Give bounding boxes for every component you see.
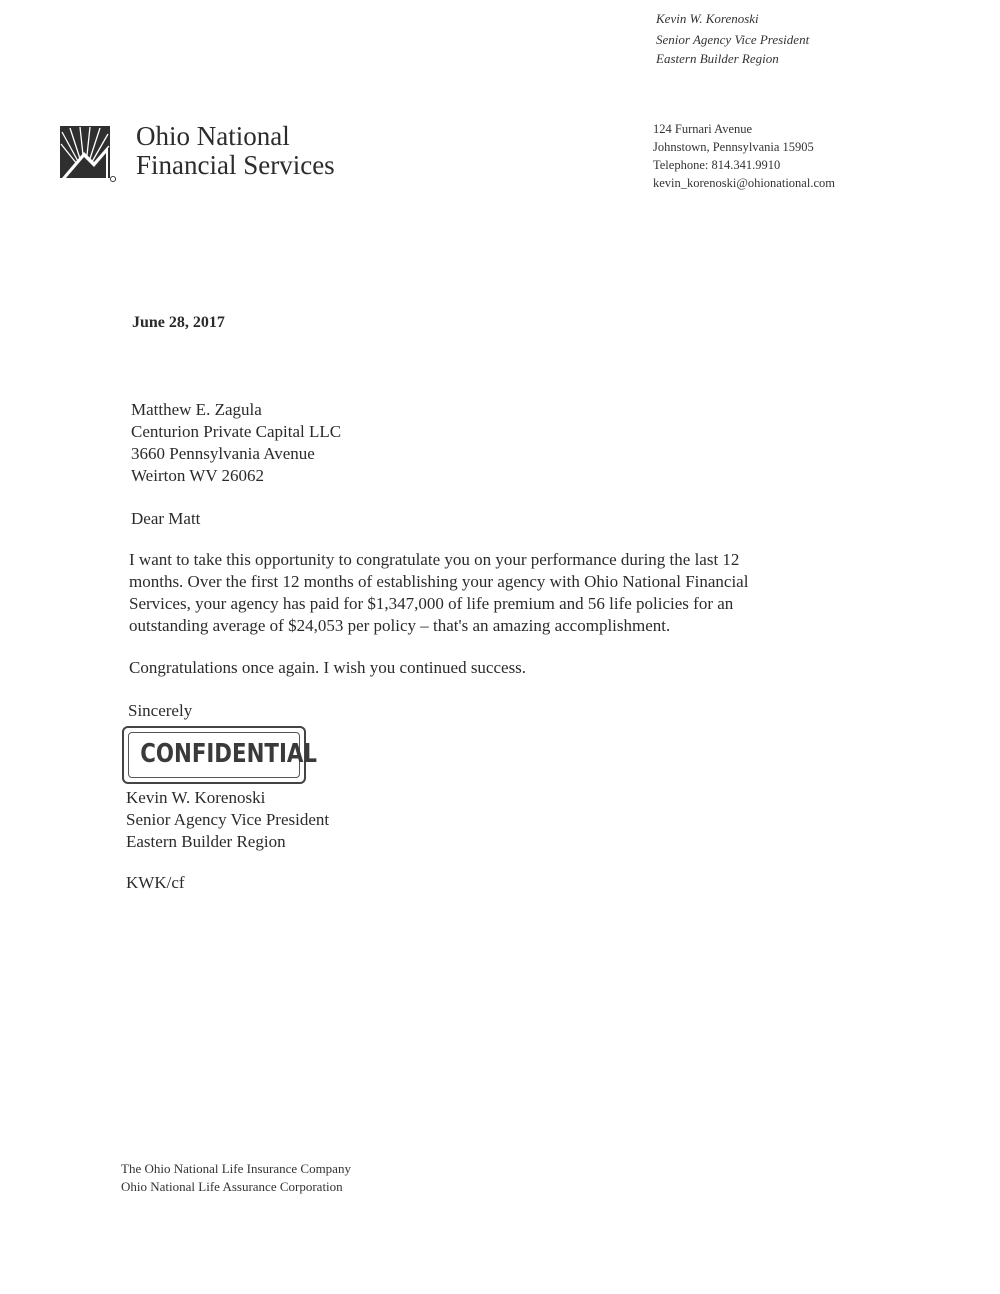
signer-region: Eastern Builder Region: [126, 832, 286, 851]
footer-company-1: The Ohio National Life Insurance Company: [121, 1161, 351, 1176]
footer-company-2: Ohio National Life Assurance Corporation: [121, 1179, 343, 1194]
recipient-block: [131, 399, 341, 487]
signer-name: Kevin W. Korenoski: [126, 788, 266, 807]
typist-initials: KWK/cf: [126, 873, 185, 892]
company-name: [136, 122, 335, 180]
address-city: Johnstown, Pennsylvania 15905: [653, 140, 814, 154]
sender-address: [653, 120, 835, 192]
recipient-street: 3660 Pennsylvania Avenue: [131, 444, 315, 463]
sender-region: Eastern Builder Region: [656, 51, 779, 66]
paragraph-line: outstanding average of $24,053 per policy – that's an amazing accomplishment.: [129, 616, 671, 635]
sender-title: Senior Agency Vice President: [656, 32, 810, 47]
letterhead-sender-block: [656, 16, 809, 68]
letter-footer: [121, 1160, 351, 1196]
company-name-line1: Ohio National: [136, 121, 290, 151]
company-logo: [60, 122, 350, 192]
address-phone: Telephone: 814.341.9910: [653, 158, 781, 172]
salutation: Dear Matt: [131, 509, 201, 528]
address-street: 124 Furnari Avenue: [653, 122, 753, 136]
paragraph-line: months. Over the first 12 months of establishing your agency with Ohio National Financial: [129, 572, 749, 591]
recipient-company: Centurion Private Capital LLC: [131, 422, 342, 441]
letter-date: June 28, 2017: [132, 314, 225, 331]
confidential-stamp: [122, 726, 317, 784]
body-paragraph: [129, 549, 829, 637]
paragraph-line: Services, your agency has paid for $1,347,000 of life premium and 56 life policies for an: [129, 594, 734, 613]
signer-title: Senior Agency Vice President: [126, 810, 330, 829]
sender-name-cut: Kevin W. Korenoski: [656, 14, 759, 24]
recipient-city: Weirton WV 26062: [131, 466, 265, 485]
closing: Sincerely: [128, 701, 193, 720]
congratulations-line: Congratulations once again. I wish you continued success.: [129, 658, 527, 677]
paragraph-line: I want to take this opportunity to congratulate you on your performance during the last 12: [129, 550, 740, 569]
signer-block: [126, 787, 329, 853]
stamp-text: CONFIDENTIAL: [140, 739, 317, 769]
company-name-line2: Financial Services: [136, 150, 335, 180]
sunburst-logo-icon: [60, 126, 116, 182]
address-email: kevin_korenoski@ohionational.com: [653, 176, 835, 190]
recipient-name: Matthew E. Zagula: [131, 400, 262, 419]
